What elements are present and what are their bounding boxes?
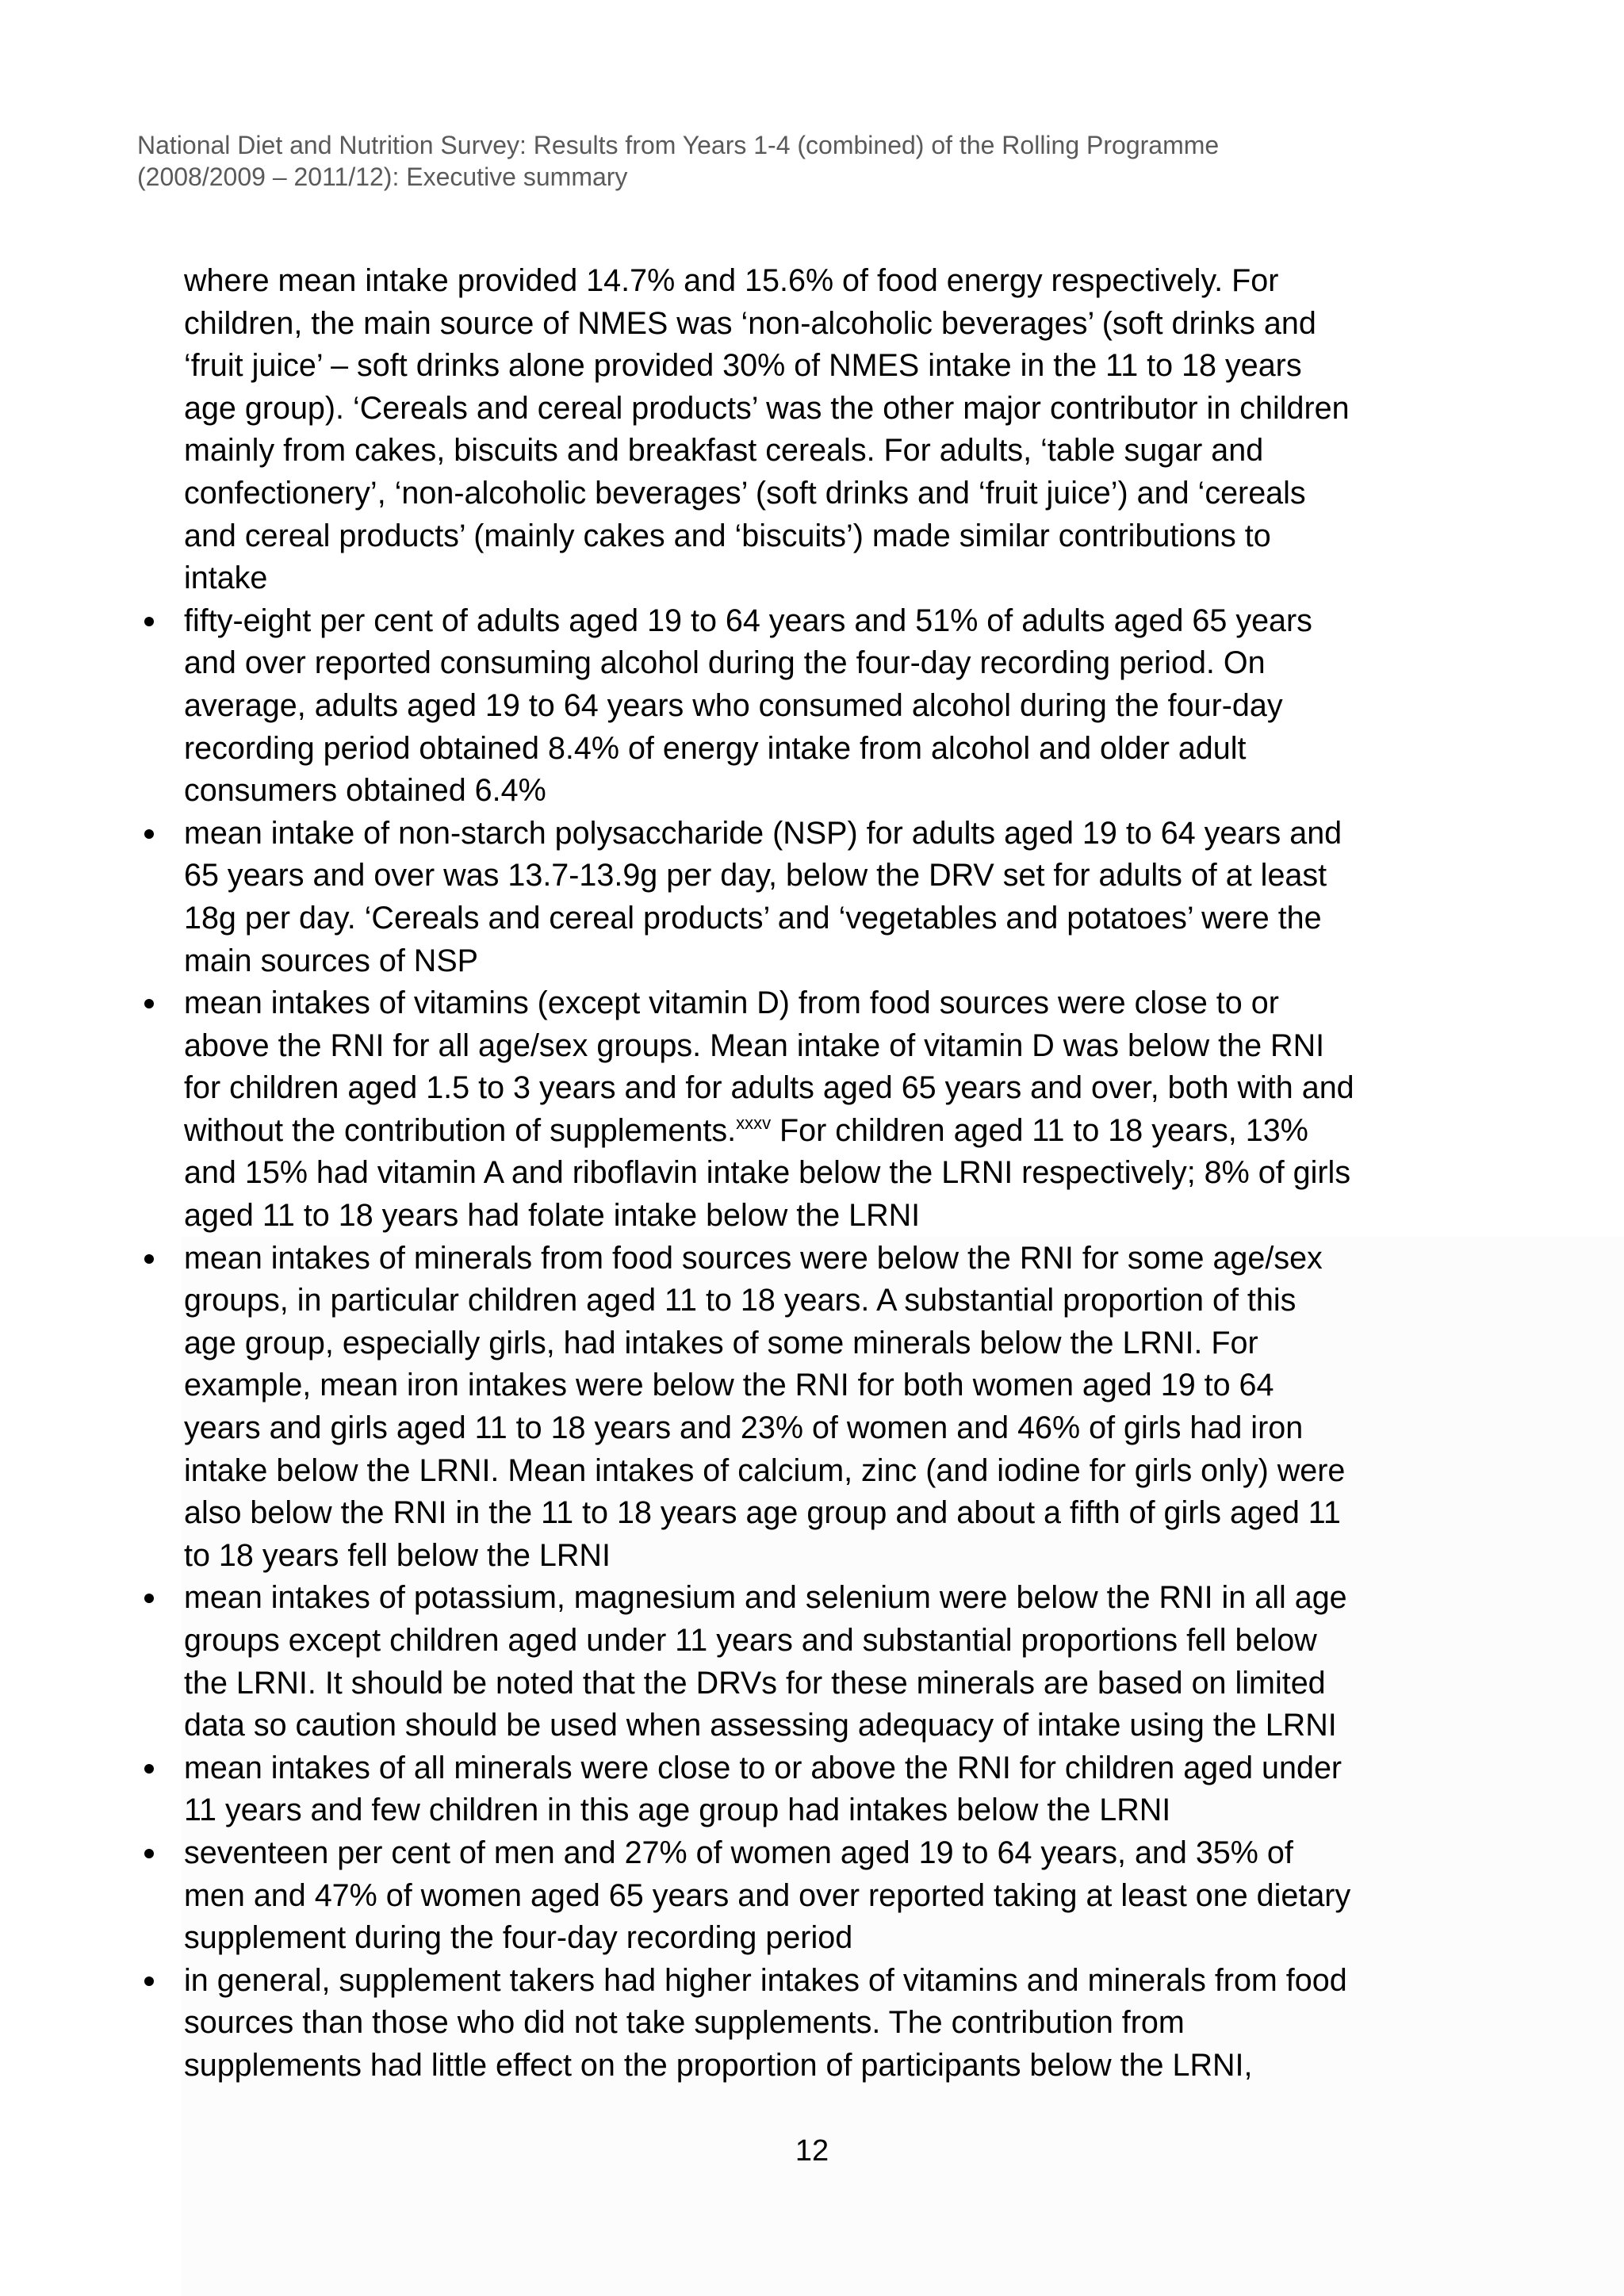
bullet-item-nsp: [184, 813, 1421, 982]
body-text: [184, 260, 1421, 2087]
text-line: supplement during the four-day recording period: [184, 1920, 853, 1956]
text-line: main sources of NSP: [184, 943, 479, 978]
text-line: consumers obtained 6.4%: [184, 773, 546, 809]
text-line: 65 years and over was 13.7-13.9g per day, below the DRV set for adults of at least: [184, 858, 1327, 894]
bullet-icon: [144, 617, 154, 626]
text-line: for children aged 1.5 to 3 years and for adults aged 65 years and over, both with and: [184, 1070, 1354, 1106]
bullet-icon: [144, 1764, 154, 1774]
header-line: National Diet and Nutrition Survey: Results from Years 1-4 (combined) of the Rolling Programme: [137, 131, 1220, 159]
text-line: mean intakes of all minerals were close to or above the RNI for children aged under: [184, 1750, 1342, 1785]
text-line: the LRNI. It should be noted that the DRVs for these minerals are based on limited: [184, 1665, 1326, 1701]
continuation-paragraph: [184, 260, 1421, 600]
text-line: mean intakes of potassium, magnesium and selenium were below the RNI in all age: [184, 1580, 1347, 1616]
text-line: also below the RNI in the 11 to 18 years age group and about a fifth of girls aged 11: [184, 1495, 1341, 1531]
bullet-item-alcohol: [184, 600, 1421, 813]
text-segment: without the contribution of supplements.: [184, 1112, 737, 1148]
text-line: recording period obtained 8.4% of energy intake from alcohol and older adult: [184, 730, 1247, 766]
text-line: years and girls aged 11 to 18 years and 23% of women and 46% of girls had iron: [184, 1410, 1304, 1446]
bullet-icon: [144, 1849, 154, 1858]
bullet-item-supplement-takers: [184, 1960, 1421, 2087]
text-line: age group, especially girls, had intakes of some minerals below the LRNI. For: [184, 1325, 1258, 1360]
text-line: where mean intake provided 14.7% and 15.6% of food energy respectively. For: [184, 263, 1279, 298]
bullet-item-minerals: [184, 1238, 1421, 1578]
bullet-icon: [144, 1594, 154, 1603]
text-line: aged 11 to 18 years had folate intake below the LRNI: [184, 1198, 921, 1234]
text-line: intake below the LRNI. Mean intakes of calcium, zinc (and iodine for girls only) were: [184, 1452, 1346, 1488]
text-line: mean intakes of vitamins (except vitamin D) from food sources were close to or: [184, 985, 1279, 1021]
bullet-item-children-minerals: [184, 1747, 1421, 1832]
footnote-reference: xxxv: [736, 1112, 772, 1133]
bullet-icon: [144, 999, 154, 1008]
text-line: and 15% had vitamin A and riboflavin intake below the LRNI respectively; 8% of girls: [184, 1155, 1351, 1191]
text-line: seventeen per cent of men and 27% of women aged 19 to 64 years, and 35% of: [184, 1835, 1293, 1870]
text-line: men and 47% of women aged 65 years and over reported taking at least one dietary: [184, 1877, 1351, 1913]
text-line: 18g per day. ‘Cereals and cereal products’ and ‘vegetables and potatoes’ were the: [184, 900, 1322, 936]
header-line: (2008/2009 – 2011/12): Executive summary: [137, 163, 628, 191]
text-line: groups except children aged under 11 years and substantial proportions fell below: [184, 1623, 1317, 1658]
text-line: intake: [184, 561, 268, 596]
text-line: mean intake of non-starch polysaccharide (NSP) for adults aged 19 to 64 years and: [184, 815, 1342, 851]
bullet-icon: [144, 1254, 154, 1264]
text-line: in general, supplement takers had higher intakes of vitamins and minerals from food: [184, 1962, 1347, 1998]
text-line: example, mean iron intakes were below the RNI for both women aged 19 to 64: [184, 1368, 1274, 1403]
bullet-icon: [144, 1976, 154, 1986]
text-line: supplements had little effect on the proportion of participants below the LRNI,: [184, 2047, 1253, 2083]
text-line: groups, in particular children aged 11 to 18 years. A substantial proportion of this: [184, 1283, 1297, 1318]
bullet-item-vitamins: [184, 982, 1421, 1238]
text-line: data so caution should be used when assessing adequacy of intake using the LRNI: [184, 1708, 1337, 1743]
text-segment: For children aged 11 to 18 years, 13%: [771, 1112, 1308, 1148]
text-line: mainly from cakes, biscuits and breakfast cereals. For adults, ‘table sugar and: [184, 433, 1264, 469]
text-line: age group). ‘Cereals and cereal products’ was the other major contributor in children: [184, 390, 1350, 426]
text-line: 11 years and few children in this age group had intakes below the LRNI: [184, 1793, 1171, 1828]
text-line: above the RNI for all age/sex groups. Mean intake of vitamin D was below the RNI: [184, 1027, 1325, 1063]
text-line: mean intakes of minerals from food sources were below the RNI for some age/sex: [184, 1240, 1323, 1276]
bullet-item-supplement-use: [184, 1832, 1421, 1960]
text-line: average, adults aged 19 to 64 years who consumed alcohol during the four-day: [184, 687, 1283, 723]
text-line: sources than those who did not take supplements. The contribution from: [184, 2005, 1185, 2041]
text-line: children, the main source of NMES was ‘non-alcoholic beverages’ (soft drinks and: [184, 305, 1316, 341]
bullet-icon: [144, 829, 154, 839]
text-line: fifty-eight per cent of adults aged 19 to 64 years and 51% of adults aged 65 years: [184, 603, 1312, 638]
running-header: [137, 129, 1485, 193]
text-line: to 18 years fell below the LRNI: [184, 1537, 611, 1573]
text-line: ‘fruit juice’ – soft drinks alone provided 30% of NMES intake in the 11 to 18 years: [184, 348, 1302, 384]
text-line-with-footnote: [184, 1110, 1421, 1153]
text-line: and over reported consuming alcohol during the four-day recording period. On: [184, 645, 1266, 681]
bullet-item-potassium: [184, 1577, 1421, 1747]
text-line: and cereal products’ (mainly cakes and ‘biscuits’) made similar contributions to: [184, 518, 1271, 553]
page-number: 12: [795, 2134, 829, 2168]
text-line: confectionery’, ‘non-alcoholic beverages’ (soft drinks and ‘fruit juice’) and ‘cereals: [184, 475, 1306, 511]
